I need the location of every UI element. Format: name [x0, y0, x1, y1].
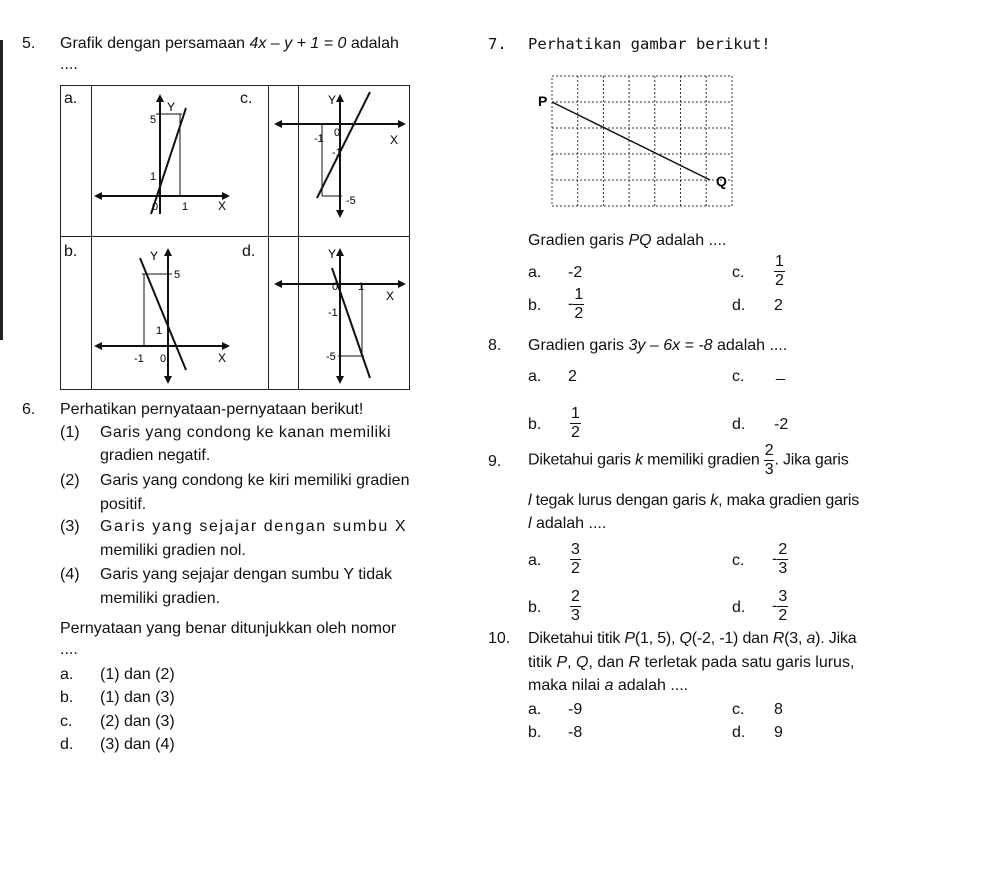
q8-option-b-label: b.: [528, 416, 542, 433]
q7-option-d-value: 2: [774, 297, 783, 314]
q6-s4-line1: Garis yang sejajar dengan sumbu Y tidak: [100, 566, 393, 583]
q5a-x-label: X: [218, 199, 227, 213]
q5d-tick-m5: -5: [326, 351, 336, 363]
q10-stem-line1: Diketahui titik P(1, 5), Q(-2, -1) dan R(3, a). Jika: [528, 630, 857, 647]
q6-option-a-label: a.: [60, 666, 74, 683]
q7-grid-figure: [532, 68, 747, 214]
q5c-tick-m1y: -1: [332, 147, 342, 159]
q5a-tick-1x: 1: [182, 201, 189, 213]
q6-s1-line2: gradien negatif.: [100, 447, 211, 464]
q9-option-c-fraction: - $\frac{2}{3}$: [772, 541, 788, 577]
q6-question: Pernyataan yang benar ditunjukkan oleh nomor: [60, 620, 397, 637]
q10-option-b-label: b.: [528, 724, 542, 741]
q9-option-b-fraction: $\frac{2}{3}$: [571, 588, 580, 624]
q8-option-d-label: d.: [732, 416, 746, 433]
q5-graph-d: [270, 238, 410, 388]
q8-option-c-value: _: [776, 364, 785, 381]
q7-option-a-value: -2: [568, 264, 583, 281]
q8-option-a-value: 2: [568, 368, 577, 385]
q7-option-c-label: c.: [732, 264, 745, 281]
q5-dots: ....: [60, 56, 78, 73]
q5b-tick-1: 1: [156, 325, 163, 337]
q5-graph-a: [92, 86, 237, 234]
q5-option-d: d.: [242, 243, 256, 260]
q6-s4-line2: memiliki gradien.: [100, 590, 221, 607]
q5a-origin: 0: [152, 201, 159, 213]
q5b-x-label: X: [218, 351, 227, 365]
q5-stem: Grafik dengan persamaan 4x – y + 1 = 0 adalah: [60, 35, 399, 52]
q5-option-a: a.: [64, 90, 78, 107]
q6-option-b-text: (1) dan (3): [100, 689, 175, 706]
q8-number: 8.: [488, 337, 502, 354]
q6-option-c-label: c.: [60, 713, 73, 730]
q5c-tick-m1x: -1: [314, 133, 324, 145]
q5c-y-label: Y: [328, 93, 337, 107]
q8-stem: Gradien garis 3y – 6x = -8 adalah ....: [528, 337, 788, 354]
q5d-x-label: X: [386, 289, 395, 303]
q9-number: 9.: [488, 453, 502, 470]
q6-s1-num: (1): [60, 424, 80, 441]
q5a-tick-5: 5: [150, 114, 157, 126]
q7-point-q: Q: [716, 173, 727, 189]
q5a-tick-1y: 1: [150, 171, 157, 183]
q9-option-a-label: a.: [528, 552, 542, 569]
q6-stem: Perhatikan pernyataan-pernyataan berikut!: [60, 401, 364, 418]
q9-stem-line2: l tegak lurus dengan garis k, maka gradien garis: [528, 492, 860, 509]
q9-option-a-fraction: $\frac{3}{2}$: [571, 541, 580, 577]
q8-option-b-fraction: $\frac{1}{2}$: [571, 405, 580, 441]
q10-option-a-label: a.: [528, 701, 542, 718]
q6-number: 6.: [22, 401, 36, 418]
q5d-tick-1: 1: [358, 281, 365, 293]
q5-option-b: b.: [64, 243, 78, 260]
q5d-y-label: Y: [328, 247, 337, 261]
q6-option-b-label: b.: [60, 689, 74, 706]
q5a-y-label: Y: [167, 100, 176, 114]
q10-option-d-value: 9: [774, 724, 783, 741]
q7-number: 7.: [488, 35, 507, 53]
q8-option-a-label: a.: [528, 368, 542, 385]
q9-option-c-label: c.: [732, 552, 745, 569]
q9-option-b-label: b.: [528, 599, 542, 616]
q6-s3-num: (3): [60, 518, 80, 535]
q10-option-a-value: -9: [568, 701, 583, 718]
q6-dots: ....: [60, 641, 78, 658]
left-margin-bar: [0, 40, 3, 340]
q6-s2-line1: Garis yang condong ke kiri memiliki gradien: [100, 472, 410, 489]
q7-question: Gradien garis PQ adalah ....: [528, 232, 727, 249]
q5b-y-label: Y: [150, 249, 159, 263]
q7-stem: Perhatikan gambar berikut!: [528, 35, 771, 53]
q10-stem-line2: titik P, Q, dan R terletak pada satu garis lurus,: [528, 654, 855, 671]
q8-equation: 3y – 6x = -8: [628, 337, 713, 354]
q5c-origin: 0: [334, 127, 341, 139]
q7-option-b-fraction: - $\frac{1}{2}$: [568, 286, 584, 322]
q5-number: 5.: [22, 35, 36, 52]
q5-option-c: c.: [240, 90, 253, 107]
q8-option-c-label: c.: [732, 368, 745, 385]
q6-s2-num: (2): [60, 472, 80, 489]
q9-stem-line1: Diketahui garis k memiliki gradien $\frac{2}{3}$ . Jika garis: [528, 442, 849, 478]
q8-option-d-value: -2: [774, 416, 789, 433]
q10-option-b-value: -8: [568, 724, 583, 741]
q5b-origin: 0: [160, 353, 167, 365]
q6-s3-line2: memiliki gradien nol.: [100, 542, 246, 559]
q9-stem-line3: l adalah ....: [528, 515, 607, 532]
q5-graph-b: [92, 238, 237, 388]
q9-option-d-label: d.: [732, 599, 746, 616]
q6-s4-num: (4): [60, 566, 80, 583]
q6-option-a-text: (1) dan (2): [100, 666, 175, 683]
q6-s2-line2: positif.: [100, 496, 147, 513]
q5c-x-label: X: [390, 133, 399, 147]
q10-stem-line3: maka nilai a adalah ....: [528, 677, 689, 694]
q7-option-c-fraction: $\frac{1}{2}$: [775, 253, 784, 289]
q10-option-c-value: 8: [774, 701, 783, 718]
q5-graph-c: [270, 86, 410, 234]
q6-option-d-text: (3) dan (4): [100, 736, 175, 753]
q7-option-d-label: d.: [732, 297, 746, 314]
q6-option-d-label: d.: [60, 736, 74, 753]
q6-s3-line1: Garis yang sejajar dengan sumbu X: [100, 518, 408, 535]
q5d-tick-m1: -1: [328, 307, 338, 319]
q6-option-c-text: (2) dan (3): [100, 713, 175, 730]
q5d-origin: 0: [332, 281, 339, 293]
q7-option-b-label: b.: [528, 297, 542, 314]
q10-option-c-label: c.: [732, 701, 745, 718]
q5-equation: 4x – y + 1 = 0: [249, 35, 347, 52]
q5b-tick-5: 5: [174, 269, 181, 281]
q7-option-a-label: a.: [528, 264, 542, 281]
q10-number: 10.: [488, 630, 511, 647]
q6-s1-line1: Garis yang condong ke kanan memiliki: [100, 424, 392, 441]
q5b-tick-m1: -1: [134, 353, 144, 365]
q9-option-d-fraction: - $\frac{3}{2}$: [772, 588, 788, 624]
q10-option-d-label: d.: [732, 724, 746, 741]
q7-point-p: P: [538, 93, 548, 109]
q5c-tick-m5: -5: [346, 195, 356, 207]
